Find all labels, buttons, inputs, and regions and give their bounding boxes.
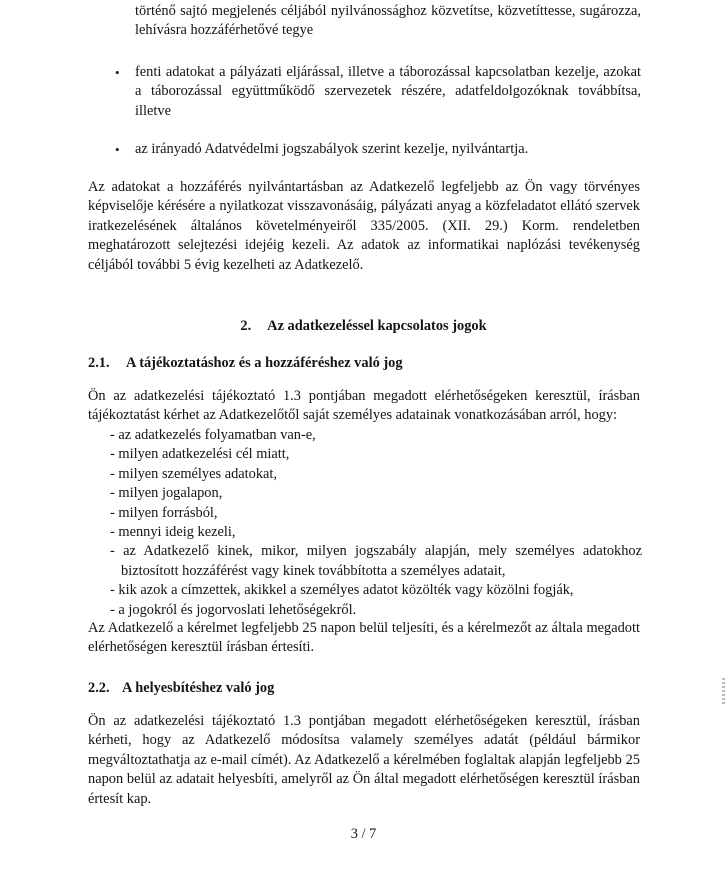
subsection-title: A helyesbítéshez való jog — [122, 680, 275, 696]
list-item: - az adatkezelés folyamatban van-e, — [110, 427, 316, 443]
list-item: - az Adatkezelő kinek, mikor, milyen jogszabály alapján, mely személyes adatokhoz biztosított hozzáférést vagy kinek továbbította a személyes adatait, — [110, 543, 642, 579]
list-item: - milyen személyes adatokat, — [110, 465, 278, 482]
bullet-item — [113, 140, 641, 159]
top-continuation-text: történő sajtó megjelenés céljából nyilvánossághoz közvetítse, közvetíttesse, sugározza, lehívásra hozzáférhetővé tegye — [135, 3, 641, 39]
subsection-number: 2.2. — [88, 680, 110, 696]
list-item: - kik azok a címzettek, akikkel a személyes adatot közölték vagy közölni fogják, — [110, 582, 574, 599]
retention-paragraph: Az adatokat a hozzáférés nyilvántartásban az Adatkezelő legfeljebb az Ön vagy törvényes képviselője kérésére a nyilatkozat visszavonásáig, pályázati anyag a közfeladatot ellátó szervek iratkezelésének általános követelményeiről 335/2005. (XII. 29.) Korm. rendeletben meghatározott selejtezési idejéig kezeli. Az adatok az informatikai naplózási tevékenység céljából további 5 évig kezelheti az Adatkezelő. — [88, 179, 640, 273]
access-intro-paragraph: Ön az adatkezelési tájékoztató 1.3 pontjában megadott elérhetőségeken keresztül, írásban tájékoztatást kérhet az Adatkezelőtől saját személyes adatainak vonatkozásában arról, hogy: — [88, 388, 640, 424]
section-number: 2. — [240, 318, 252, 334]
list-item: - mennyi ideig kezeli, — [110, 524, 236, 541]
bullet-list — [113, 63, 641, 160]
bullet-text: az irányadó Adatvédelmi jogszabályok szerint kezelje, nyilvántartja. — [135, 141, 529, 158]
bullet-icon: • — [115, 65, 120, 80]
bullet-icon: • — [115, 142, 120, 158]
section-title: Az adatkezeléssel kapcsolatos jogok — [267, 318, 487, 334]
subsection-heading — [88, 680, 274, 697]
page-number: 3 / 7 — [350, 826, 377, 842]
access-closing-paragraph: Az Adatkezelő a kérelmet legfeljebb 25 napon belül teljesíti, és a kérelmezőt az általa megadott elérhetőségen keresztül írásban értesíti. — [88, 620, 640, 656]
list-item: - a jogokról és jogorvoslati lehetőségekről. — [110, 601, 357, 618]
subsection-title: A tájékoztatáshoz és a hozzáféréshez való jog — [126, 355, 403, 371]
bullet-item — [113, 63, 641, 121]
section-heading — [0, 318, 727, 335]
subsection-heading — [88, 355, 403, 372]
scan-edge-mark — [722, 678, 725, 704]
list-item: - milyen jogalapon, — [110, 485, 223, 502]
subsection-number: 2.1. — [88, 355, 110, 371]
rectification-paragraph: Ön az adatkezelési tájékoztató 1.3 pontjában megadott elérhetőségeken keresztül, írásban kérheti, hogy az Adatkezelő módosítsa valamely személyes adatát (például bármikor megváltoztathatja az e-mail címét). Az Adatkezelő a kérelmében foglaltak alapján legfeljebb 25 napon belül az adatait helyesbíti, amelyről az Ön által megadott elérhetőségen keresztül írásban értesít kap. — [88, 713, 640, 807]
bullet-text: fenti adatokat a pályázati eljárással, illetve a táborozással kapcsolatban kezelje, azokat a táborozással együttműködő szervezetek részére, adatfeldolgozóknak továbbítsa, illetve — [135, 64, 641, 119]
list-item: - milyen adatkezelési cél miatt, — [110, 446, 290, 463]
access-items-list — [110, 426, 642, 620]
list-item: - milyen forrásból, — [110, 504, 218, 521]
